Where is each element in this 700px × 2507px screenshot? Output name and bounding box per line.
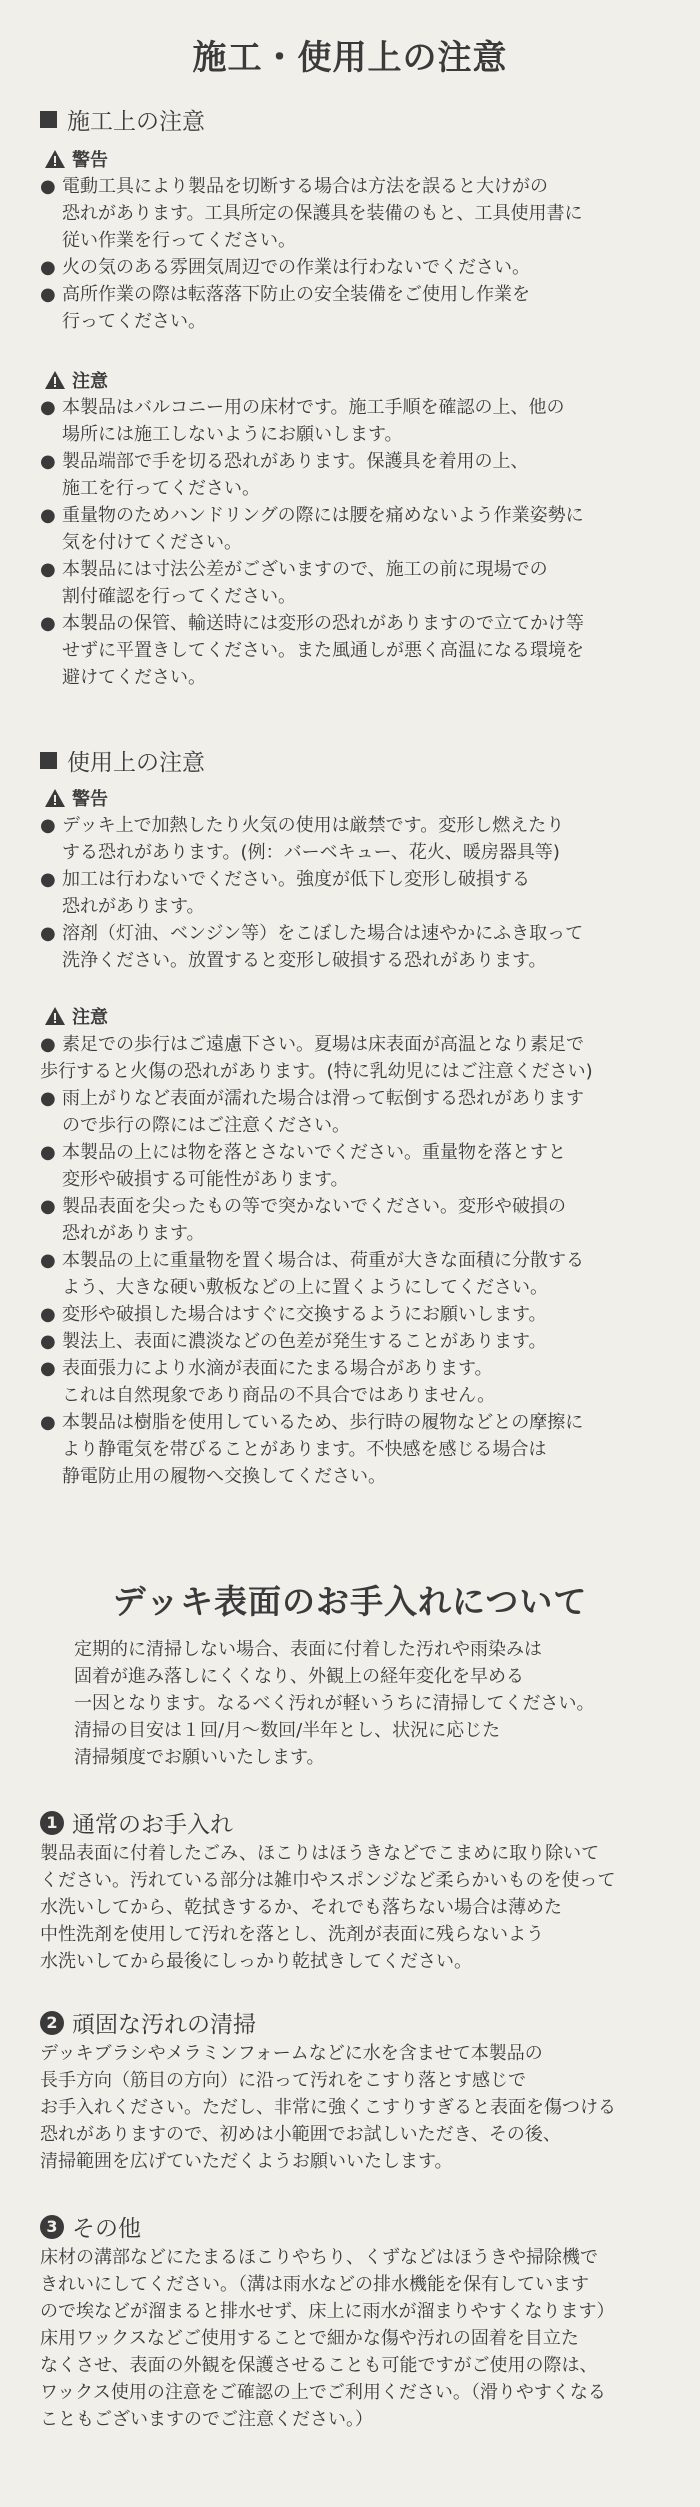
usage-caution-label: 注意	[44, 1003, 108, 1029]
list-item: ● 重量物のためハンドリングの際には腰を痛めないよう作業姿勢に 気を付けてください。	[40, 505, 584, 553]
care-section-2-body: デッキブラシやメラミンフォームなどに水を含ませて本製品の 長手方向（筋目の方向）に沿って汚れをこすり落とす感じで お手入れください。ただし、非常に強くこすりすぎると表面を傷つける 恐れがありますので、初めは小範囲でお試しいただき、その後、 清掃範囲を広げていただくようお願いいたします。	[40, 2043, 616, 2172]
warning-triangle-icon	[44, 788, 66, 808]
list-item: ● 本製品は樹脂を使用しているため、歩行時の履物などとの摩擦に より静電気を帯びることがあります。不快感を感じる場合は 静電防止用の履物へ交換してください。	[40, 1412, 584, 1487]
list-item: ● 素足での歩行はご遠慮下さい。夏場は床表面が高温となり素足で	[40, 1034, 584, 1055]
usage-heading	[40, 744, 205, 777]
list-item: ● 高所作業の際は転落落下防止の安全装備をご使用し作業を 行ってください。	[40, 284, 530, 332]
list-item: ● 電動工具により製品を切断する場合は方法を誤ると大けがの 恐れがあります。工具所定の保護具を装備のもと、工具使用書に 従い作業を行ってください。	[40, 176, 583, 251]
construction-warning-list	[40, 173, 670, 335]
construction-caution-list	[40, 394, 670, 691]
list-item: ● 雨上がりなど表面が濡れた場合は滑って転倒する恐れがあります ので歩行の際にはご注意ください。	[40, 1088, 584, 1136]
list-item-continuation: 歩行すると火傷の恐れがあります。(特に乳幼児にはご注意ください)	[40, 1061, 593, 1082]
construction-heading	[40, 103, 205, 136]
care-section-3-body: 床材の溝部などにたまるほこりやちり、くずなどはほうきや掃除機で きれいにしてください。（溝は雨水などの排水機能を保有しています ので埃などが溜まると排水せず、床上に雨水が溜まりやすくなります） 床用ワックスなどご使用することで細かな傷や汚れの固着を目立た なくさせ、表面の外観を保護させることも可能ですがご使用の際は、 ワックス使用の注意をご確認の上でご利用ください。（滑りやすくなる こともございますのでご注意ください。）	[40, 2247, 615, 2430]
usage-caution-list	[40, 1031, 670, 1058]
page-title: 施工・使用上の注意	[192, 38, 508, 78]
care-section-2-heading: 2 頑固な汚れの清掃	[40, 2006, 256, 2039]
list-item: ● 本製品の保管、輸送時には変形の恐れがありますので立てかけ等 せずに平置きしてください。また風通しが悪く高温になる環境を 避けてください。	[40, 613, 584, 688]
care-intro: 定期的に清掃しない場合、表面に付着した汚れや雨染みは 固着が進み落しにくくなり、外観上の経年変化を早める 一因となります。なるべく汚れが軽いうちに清掃してください。 清掃の目安は１回/月～数回/半年とし、状況に応じた 清掃頻度でお願いいたします。	[74, 1639, 595, 1768]
warning-triangle-icon	[44, 149, 66, 169]
construction-warning-label: 警告	[44, 146, 108, 172]
list-item: ● 本製品の上に重量物を置く場合は、荷重が大きな面積に分散する よう、大きな硬い敷板などの上に置くようにしてください。	[40, 1250, 584, 1298]
construction-heading-text: 施工上の注意	[67, 109, 205, 135]
square-bullet-icon	[40, 111, 57, 128]
list-item: ● 火の気のある雰囲気周辺での作業は行わないでください。	[40, 257, 530, 278]
square-bullet-icon	[40, 752, 57, 769]
care-title: デッキ表面のお手入れについて	[112, 1582, 588, 1621]
list-item: ● 溶剤（灯油、ベンジン等）をこぼした場合は速やかにふき取って 洗浄ください。放置すると変形し破損する恐れがあります。	[40, 923, 584, 971]
care-section-1-body: 製品表面に付着したごみ、ほこりはほうきなどでこまめに取り除いて ください。汚れている部分は雑巾やスポンジなど柔らかいものを使って 水洗いしてから、乾拭きするか、それでも落ちない場合は薄めた 中性洗剤を使用して汚れを落とし、洗剤が表面に残らないよう 水洗いしてから最後にしっかり乾拭きしてください。	[40, 1843, 616, 1972]
number-3-icon: 3	[40, 2215, 64, 2239]
usage-warning-list	[40, 812, 670, 974]
list-item: ● 製品端部で手を切る恐れがあります。保護具を着用の上、 施工を行ってください。	[40, 451, 529, 499]
list-item: ● 本製品はバルコニー用の床材です。施工手順を確認の上、他の 場所には施工しないようにお願いします。	[40, 397, 565, 445]
list-item: ● 変形や破損した場合はすぐに交換するようにお願いします。	[40, 1304, 547, 1325]
usage-warning-label: 警告	[44, 785, 108, 811]
list-item: ● 表面張力により水滴が表面にたまる場合があります。 これは自然現象であり商品の不具合ではありません。	[40, 1358, 496, 1406]
usage-caution-list-rest	[40, 1085, 670, 1490]
number-2-icon: 2	[40, 2011, 64, 2035]
list-item: ● 本製品には寸法公差がございますので、施工の前に現場での 割付確認を行ってください。	[40, 559, 548, 607]
list-item: ● 本製品の上には物を落とさないでください。重量物を落とすと 変形や破損する可能性があります。	[40, 1142, 566, 1190]
construction-caution-label: 注意	[44, 367, 108, 393]
number-1-icon: 1	[40, 1811, 64, 1835]
list-item: ● 製品表面を尖ったもの等で突かないでください。変形や破損の 恐れがあります。	[40, 1196, 566, 1244]
care-section-1-heading: 1 通常のお手入れ	[40, 1806, 233, 1839]
list-item: ● 加工は行わないでください。強度が低下し変形し破損する 恐れがあります。	[40, 869, 530, 917]
list-item: ● デッキ上で加熱したり火気の使用は厳禁です。変形し燃えたり する恐れがあります。(例：バーベキュー、花火、暖房器具等)	[40, 815, 565, 863]
care-section-3-heading: 3 その他	[40, 2210, 141, 2243]
warning-triangle-icon	[44, 370, 66, 390]
warning-triangle-icon	[44, 1006, 66, 1026]
usage-heading-text: 使用上の注意	[67, 750, 205, 776]
list-item: ● 製法上、表面に濃淡などの色差が発生することがあります。	[40, 1331, 547, 1352]
